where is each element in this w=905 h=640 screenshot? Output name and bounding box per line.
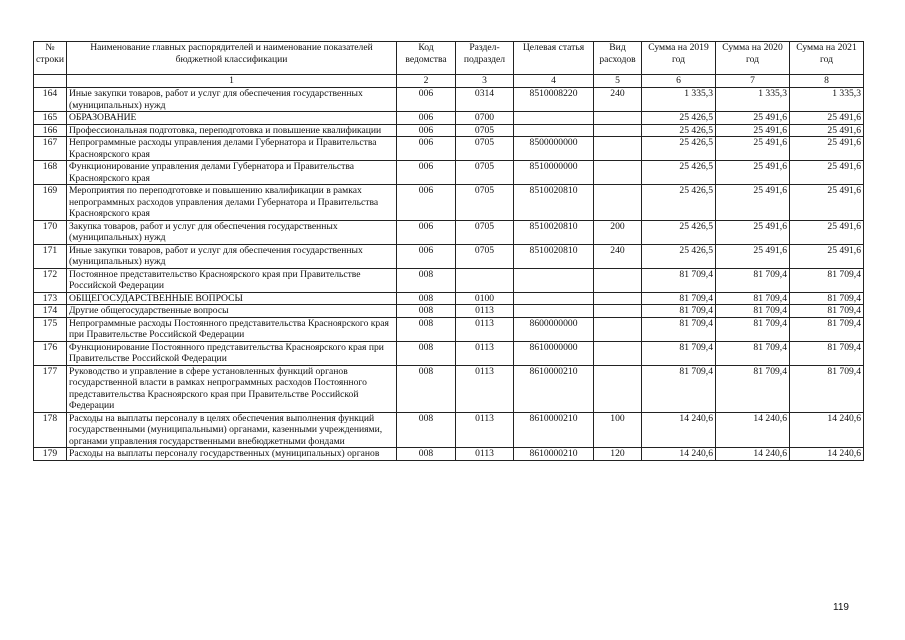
agency-code-cell: 006 [397, 244, 456, 268]
sum-2019-cell: 25 426,5 [642, 161, 716, 185]
sum-2020-cell: 14 240,6 [716, 448, 790, 461]
sum-2021-cell: 25 491,6 [790, 244, 864, 268]
sum-2021-cell: 81 709,4 [790, 341, 864, 365]
sum-2020-cell: 25 491,6 [716, 112, 790, 125]
row-number-cell: 166 [34, 124, 67, 137]
sum-2019-cell: 81 709,4 [642, 317, 716, 341]
sum-2020-cell: 25 491,6 [716, 124, 790, 137]
indicator-name-cell: Функционирование управления делами Губернатора и Правительства Красноярского края [67, 161, 397, 185]
page-number: 119 [833, 602, 849, 613]
column-header-row-number: № строки [34, 42, 67, 75]
row-number-cell: 177 [34, 365, 67, 412]
section-cell: 0705 [456, 244, 514, 268]
column-number-sum-2020: 7 [716, 75, 790, 88]
sum-2020-cell: 25 491,6 [716, 220, 790, 244]
column-header-target-item: Целевая статья [514, 42, 594, 75]
sum-2020-cell: 1 335,3 [716, 88, 790, 112]
sum-2020-cell: 25 491,6 [716, 137, 790, 161]
sum-2020-cell: 81 709,4 [716, 365, 790, 412]
sum-2021-cell: 25 491,6 [790, 185, 864, 221]
agency-code-cell: 008 [397, 317, 456, 341]
expense-kind-cell [594, 317, 642, 341]
target-item-cell [514, 124, 594, 137]
column-header-indicator-name: Наименование главных распорядителей и наименование показателей бюджетной классификации [67, 42, 397, 75]
section-cell: 0705 [456, 185, 514, 221]
sum-2020-cell: 81 709,4 [716, 292, 790, 305]
row-number-cell: 164 [34, 88, 67, 112]
column-number-row-number [34, 75, 67, 88]
row-number-cell: 167 [34, 137, 67, 161]
sum-2021-cell: 81 709,4 [790, 317, 864, 341]
target-item-cell: 8610000210 [514, 412, 594, 448]
row-number-cell: 172 [34, 268, 67, 292]
section-cell: 0705 [456, 137, 514, 161]
indicator-name-cell: Иные закупки товаров, работ и услуг для обеспечения государственных (муниципальных) нужд [67, 244, 397, 268]
column-number-sum-2019: 6 [642, 75, 716, 88]
expense-kind-cell [594, 124, 642, 137]
sum-2020-cell: 81 709,4 [716, 341, 790, 365]
section-cell: 0705 [456, 220, 514, 244]
expense-kind-cell [594, 341, 642, 365]
indicator-name-cell: Постоянное представительство Красноярского края при Правительстве Российской Федерации [67, 268, 397, 292]
section-cell: 0113 [456, 448, 514, 461]
table-row [34, 341, 864, 365]
column-number-row [34, 75, 864, 88]
section-cell: 0113 [456, 305, 514, 318]
target-item-cell [514, 292, 594, 305]
table-row [34, 185, 864, 221]
target-item-cell: 8510008220 [514, 88, 594, 112]
target-item-cell: 8510000000 [514, 161, 594, 185]
column-number-agency-code: 2 [397, 75, 456, 88]
row-number-cell: 178 [34, 412, 67, 448]
table-row [34, 305, 864, 318]
header-row [34, 42, 864, 75]
sum-2019-cell: 81 709,4 [642, 268, 716, 292]
section-cell: 0705 [456, 161, 514, 185]
agency-code-cell: 008 [397, 305, 456, 318]
agency-code-cell: 008 [397, 412, 456, 448]
target-item-cell [514, 112, 594, 125]
expense-kind-cell [594, 365, 642, 412]
agency-code-cell: 006 [397, 161, 456, 185]
sum-2020-cell: 81 709,4 [716, 317, 790, 341]
row-number-cell: 168 [34, 161, 67, 185]
table-row [34, 268, 864, 292]
column-number-sum-2021: 8 [790, 75, 864, 88]
sum-2019-cell: 25 426,5 [642, 185, 716, 221]
indicator-name-cell: Закупка товаров, работ и услуг для обеспечения государственных (муниципальных) нужд [67, 220, 397, 244]
agency-code-cell: 008 [397, 341, 456, 365]
sum-2021-cell: 25 491,6 [790, 220, 864, 244]
target-item-cell: 8510020810 [514, 220, 594, 244]
expense-kind-cell [594, 292, 642, 305]
agency-code-cell: 008 [397, 365, 456, 412]
row-number-cell: 165 [34, 112, 67, 125]
agency-code-cell: 006 [397, 137, 456, 161]
column-header-agency-code: Код ведомства [397, 42, 456, 75]
column-number-target-item: 4 [514, 75, 594, 88]
agency-code-cell: 006 [397, 112, 456, 125]
table-row [34, 220, 864, 244]
indicator-name-cell: Руководство и управление в сфере установленных функций органов государственной власти в рамках непрограммных расходов Постоянного представительства Красноярского края при Правительстве Российской Федерации [67, 365, 397, 412]
expense-kind-cell: 200 [594, 220, 642, 244]
sum-2019-cell: 25 426,5 [642, 137, 716, 161]
section-cell: 0113 [456, 341, 514, 365]
row-number-cell: 174 [34, 305, 67, 318]
section-cell: 0314 [456, 88, 514, 112]
table-row [34, 244, 864, 268]
sum-2019-cell: 81 709,4 [642, 365, 716, 412]
section-cell: 0705 [456, 124, 514, 137]
sum-2020-cell: 81 709,4 [716, 305, 790, 318]
column-header-sum-2019: Сумма на 2019 год [642, 42, 716, 75]
indicator-name-cell: Другие общегосударственные вопросы [67, 305, 397, 318]
agency-code-cell: 008 [397, 268, 456, 292]
sum-2021-cell: 81 709,4 [790, 292, 864, 305]
sum-2020-cell: 25 491,6 [716, 185, 790, 221]
sum-2020-cell: 25 491,6 [716, 244, 790, 268]
section-cell: 0113 [456, 365, 514, 412]
agency-code-cell: 006 [397, 88, 456, 112]
table-row [34, 137, 864, 161]
table-row [34, 112, 864, 125]
table-row [34, 448, 864, 461]
agency-code-cell: 006 [397, 220, 456, 244]
table-row [34, 88, 864, 112]
target-item-cell: 8600000000 [514, 317, 594, 341]
sum-2021-cell: 14 240,6 [790, 448, 864, 461]
sum-2021-cell: 81 709,4 [790, 305, 864, 318]
table-row [34, 365, 864, 412]
table-row [34, 292, 864, 305]
sum-2020-cell: 14 240,6 [716, 412, 790, 448]
expense-kind-cell [594, 137, 642, 161]
column-header-sum-2020: Сумма на 2020 год [716, 42, 790, 75]
indicator-name-cell: Иные закупки товаров, работ и услуг для обеспечения государственных (муниципальных) нужд [67, 88, 397, 112]
row-number-cell: 170 [34, 220, 67, 244]
sum-2021-cell: 81 709,4 [790, 365, 864, 412]
column-number-expense-kind: 5 [594, 75, 642, 88]
target-item-cell [514, 305, 594, 318]
column-header-section: Раздел-подраздел [456, 42, 514, 75]
sum-2021-cell: 25 491,6 [790, 124, 864, 137]
column-number-section: 3 [456, 75, 514, 88]
table-row [34, 317, 864, 341]
agency-code-cell: 008 [397, 292, 456, 305]
indicator-name-cell: ОБЩЕГОСУДАРСТВЕННЫЕ ВОПРОСЫ [67, 292, 397, 305]
expense-kind-cell: 100 [594, 412, 642, 448]
sum-2021-cell: 25 491,6 [790, 161, 864, 185]
sum-2019-cell: 25 426,5 [642, 112, 716, 125]
sum-2021-cell: 1 335,3 [790, 88, 864, 112]
indicator-name-cell: Непрограммные расходы Постоянного представительства Красноярского края при Правительстве Российской Федерации [67, 317, 397, 341]
sum-2019-cell: 25 426,5 [642, 244, 716, 268]
indicator-name-cell: Профессиональная подготовка, переподготовка и повышение квалификации [67, 124, 397, 137]
target-item-cell: 8610000000 [514, 341, 594, 365]
sum-2020-cell: 25 491,6 [716, 161, 790, 185]
sum-2019-cell: 81 709,4 [642, 341, 716, 365]
expense-kind-cell [594, 305, 642, 318]
row-number-cell: 169 [34, 185, 67, 221]
table-body [34, 88, 864, 461]
column-number-indicator-name: 1 [67, 75, 397, 88]
column-header-expense-kind: Вид расходов [594, 42, 642, 75]
section-cell [456, 268, 514, 292]
section-cell: 0113 [456, 317, 514, 341]
expense-kind-cell [594, 268, 642, 292]
expense-kind-cell [594, 112, 642, 125]
column-header-sum-2021: Сумма на 2021 год [790, 42, 864, 75]
sum-2021-cell: 81 709,4 [790, 268, 864, 292]
budget-table [33, 41, 864, 461]
row-number-cell: 179 [34, 448, 67, 461]
row-number-cell: 173 [34, 292, 67, 305]
agency-code-cell: 008 [397, 448, 456, 461]
table-row [34, 161, 864, 185]
agency-code-cell: 006 [397, 185, 456, 221]
expense-kind-cell: 240 [594, 244, 642, 268]
indicator-name-cell: Мероприятия по переподготовке и повышению квалификации в рамках непрограммных расходов управления делами Губернатора и Правительства Красноярского края [67, 185, 397, 221]
sum-2019-cell: 81 709,4 [642, 292, 716, 305]
sum-2019-cell: 1 335,3 [642, 88, 716, 112]
target-item-cell: 8500000000 [514, 137, 594, 161]
indicator-name-cell: ОБРАЗОВАНИЕ [67, 112, 397, 125]
sum-2021-cell: 25 491,6 [790, 112, 864, 125]
section-cell: 0113 [456, 412, 514, 448]
indicator-name-cell: Функционирование Постоянного представительства Красноярского края при Правительстве Российской Федерации [67, 341, 397, 365]
sum-2019-cell: 25 426,5 [642, 124, 716, 137]
sum-2019-cell: 14 240,6 [642, 448, 716, 461]
agency-code-cell: 006 [397, 124, 456, 137]
section-cell: 0700 [456, 112, 514, 125]
row-number-cell: 171 [34, 244, 67, 268]
target-item-cell: 8610000210 [514, 365, 594, 412]
expense-kind-cell [594, 185, 642, 221]
table-row [34, 124, 864, 137]
expense-kind-cell [594, 161, 642, 185]
sum-2020-cell: 81 709,4 [716, 268, 790, 292]
sum-2021-cell: 14 240,6 [790, 412, 864, 448]
sum-2019-cell: 25 426,5 [642, 220, 716, 244]
target-item-cell: 8510020810 [514, 244, 594, 268]
expense-kind-cell: 120 [594, 448, 642, 461]
expense-kind-cell: 240 [594, 88, 642, 112]
table-row [34, 412, 864, 448]
target-item-cell [514, 268, 594, 292]
section-cell: 0100 [456, 292, 514, 305]
indicator-name-cell: Расходы на выплаты персоналу в целях обеспечения выполнения функций государственными (муниципальными) органами, казенными учреждениями, органами управления государственными внебюджетными фондами [67, 412, 397, 448]
sum-2021-cell: 25 491,6 [790, 137, 864, 161]
target-item-cell: 8610000210 [514, 448, 594, 461]
table-header [34, 42, 864, 88]
sum-2019-cell: 14 240,6 [642, 412, 716, 448]
indicator-name-cell: Непрограммные расходы управления делами Губернатора и Правительства Красноярского края [67, 137, 397, 161]
sum-2019-cell: 81 709,4 [642, 305, 716, 318]
row-number-cell: 175 [34, 317, 67, 341]
indicator-name-cell: Расходы на выплаты персоналу государственных (муниципальных) органов [67, 448, 397, 461]
target-item-cell: 8510020810 [514, 185, 594, 221]
row-number-cell: 176 [34, 341, 67, 365]
